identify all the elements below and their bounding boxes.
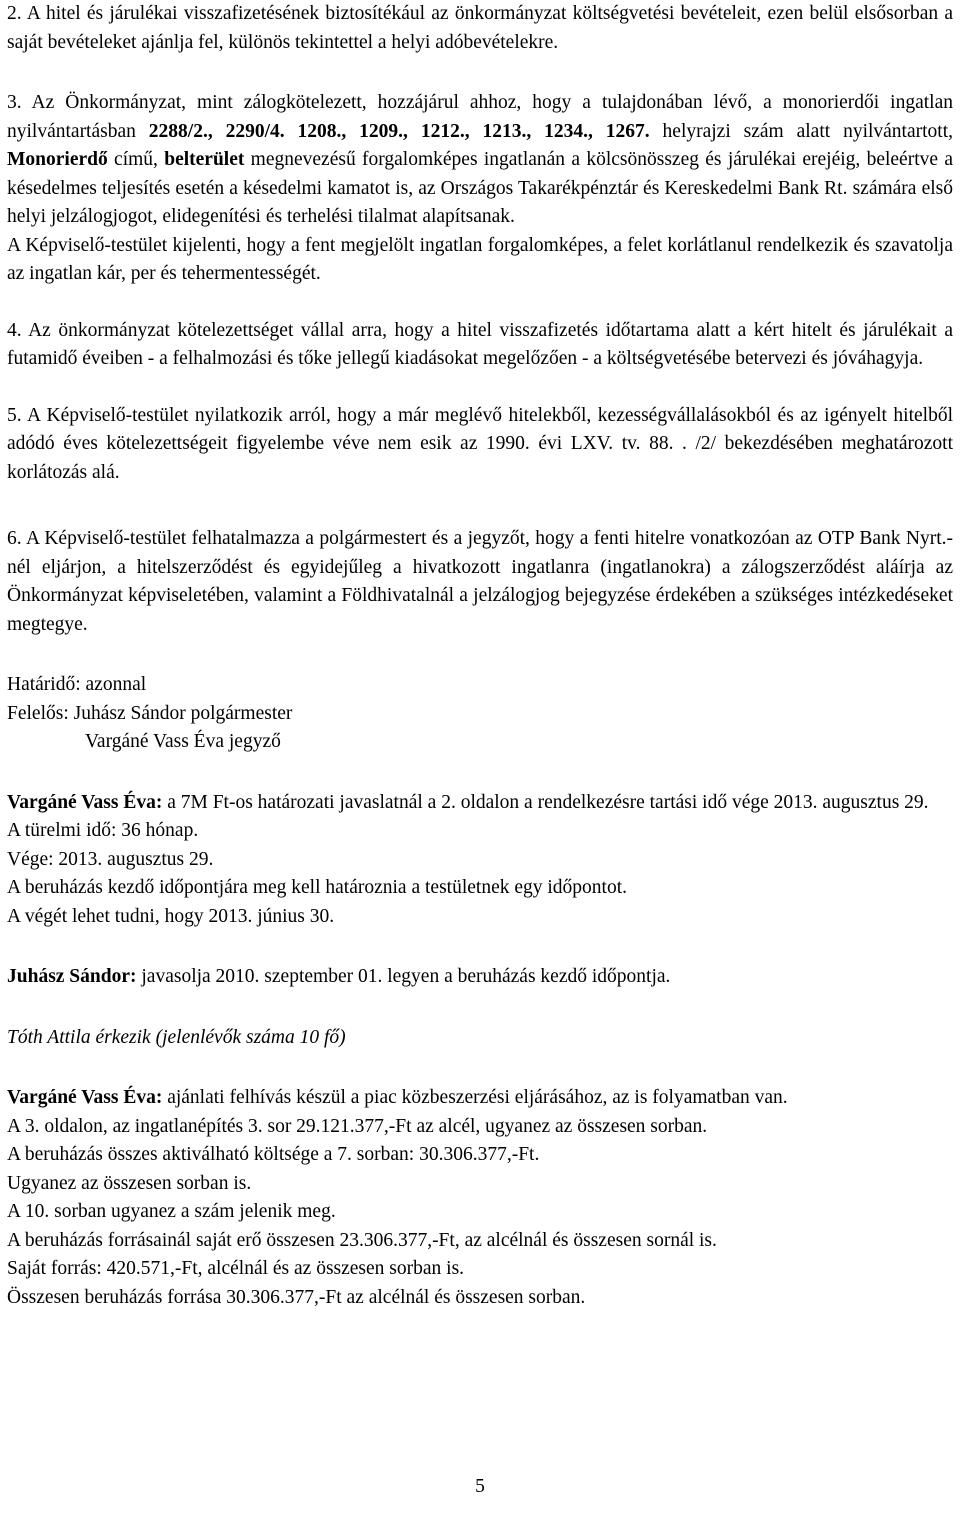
paragraph-4: 4. Az önkormányzat kötelezettséget vállal arra, hogy a hitel visszafizetés időtartama alatt a kért hitelt és járulékait a futamidő éveiben - a felhalmozási és tőke jellegű kiadásokat megelőzően - a költségvetésébe betervezi és jóváhagyja. [7, 319, 953, 369]
p3-mid1: helyrajzi szám alatt nyilvántartott, [649, 120, 954, 142]
statement-text: a 7M Ft-os határozati javaslatnál a 2. oldalon a rendelkezésre tartási idő vége 2013. augusztus 29. [162, 791, 929, 813]
arrival-note: Tóth Attila érkezik (jelenlévők száma 10 fő) [7, 1026, 346, 1048]
statement-text: javasolja 2010. szeptember 01. legyen a beruházás kezdő időpontja. [136, 966, 671, 987]
statement-text: ajánlati felhívás készül a piac közbeszerzési eljárásához, az is folyamatban van. [162, 1087, 788, 1108]
statement-vve-1 [7, 789, 953, 818]
p3-mid2: című, [107, 149, 165, 170]
p3-lead: 3. Az Önkormányzat, mint zálogkötelezett, hozzájárul ahhoz, hogy a tulajdonában lévő, a monorierdői ingatlan nyilvántartásban [7, 92, 953, 142]
paragraph-6: 6. A Képviselő-testület felhatalmazza a polgármestert és a jegyzőt, hogy a fenti hitelre vonatkozóan az OTP Bank Nyrt.-nél eljárjon, a hitelszerződést és egyidejűleg a hivatkozott ingatlanra (ingatlanokra) a zálogszerződést aláírja az Önkormányzat képviseletében, valamint a Földhivatalnál a jelzálogjog bejegyzése érdekében a szükséges intézkedéseket megtegye. [7, 528, 953, 635]
p3-tail: megnevezésű forgalomképes ingatlanán a kölcsönösszeg és járulékai erejéig, beleértve a késedelmes teljesítés esetén a késedelmi kamatot is, az Országos Takarékpénztár és Kereskedelmi Bank Rt. számára első helyi jelzálogjogot, elidegenítési és terhelési tilalmat alapítsanak. [7, 149, 953, 227]
p3-place: Monorierdő [7, 149, 108, 170]
statement-vve-2 [7, 1084, 953, 1113]
document-page [7, 0, 953, 1312]
line-end-date: Vége: 2013. augusztus 29. [7, 848, 214, 870]
budget-line-4: A 10. sorban ugyanez a szám jelenik meg. [7, 1201, 336, 1222]
speaker-name: Juhász Sándor: [7, 966, 137, 987]
paragraph-2: 2. A hitel és járulékai visszafizetésének biztosítékául az önkormányzat költségvetési bevételeit, ezen belül elsősorban a saját bevételeket ajánlja fel, különös tekintettel a helyi adóbevételekre. [7, 3, 953, 53]
speaker-name: Vargáné Vass Éva: [7, 1087, 163, 1108]
responsible-line: Felelős: Juhász Sándor polgármester [7, 702, 293, 724]
p3-type: belterület [164, 149, 245, 170]
line-end-known: A végét lehet tudni, hogy 2013. június 30. [7, 905, 335, 927]
paragraph-3 [7, 89, 953, 232]
statement-js [7, 963, 953, 992]
line-grace-period: A türelmi idő: 36 hónap. [7, 820, 199, 841]
responsible-line-2: Vargáné Vass Éva jegyző [85, 731, 281, 752]
budget-line-3: Ugyanez az összesen sorban is. [7, 1172, 252, 1194]
deadline-line: Határidő: azonnal [7, 674, 147, 695]
budget-line-7: Összesen beruházás forrása 30.306.377,-Ft az alcélnál és összesen sorban. [7, 1286, 586, 1308]
paragraph-3-extra: A Képviselő-testület kijelenti, hogy a fent megjelölt ingatlan forgalomképes, a felet korlátlanul rendelkezik és szavatolja az ingatlan kár, per és tehermentességét. [7, 234, 953, 284]
budget-line-5: A beruházás forrásainál saját erő összesen 23.306.377,-Ft, az alcélnál és összesen sornál is. [7, 1229, 717, 1251]
budget-line-1: A 3. oldalon, az ingatlanépítés 3. sor 29.121.377,-Ft az alcél, ugyanez az összesen sorban. [7, 1115, 708, 1137]
paragraph-5: 5. A Képviselő-testület nyilatkozik arról, hogy a már meglévő hitelekből, kezességvállalásokból és az igényelt hitelből adódó éves kötelezettségeit figyelembe véve nem esik az 1990. évi LXV. tv. 88. . /2/ bekezdésében meghatározott korlátozás alá. [7, 404, 953, 483]
page-number: 5 [475, 1476, 485, 1497]
speaker-name: Vargáné Vass Éva: [7, 791, 163, 813]
budget-line-2: A beruházás összes aktiválható költsége a 7. sorban: 30.306.377,-Ft. [7, 1144, 540, 1165]
budget-line-6: Saját forrás: 420.571,-Ft, alcélnál és az összesen sorban is. [7, 1258, 465, 1279]
line-start-date: A beruházás kezdő időpontjára meg kell határoznia a testületnek egy időpontot. [7, 877, 628, 898]
p3-parcels: 2288/2., 2290/4. 1208., 1209., 1212., 1213., 1234., 1267. [148, 120, 650, 142]
